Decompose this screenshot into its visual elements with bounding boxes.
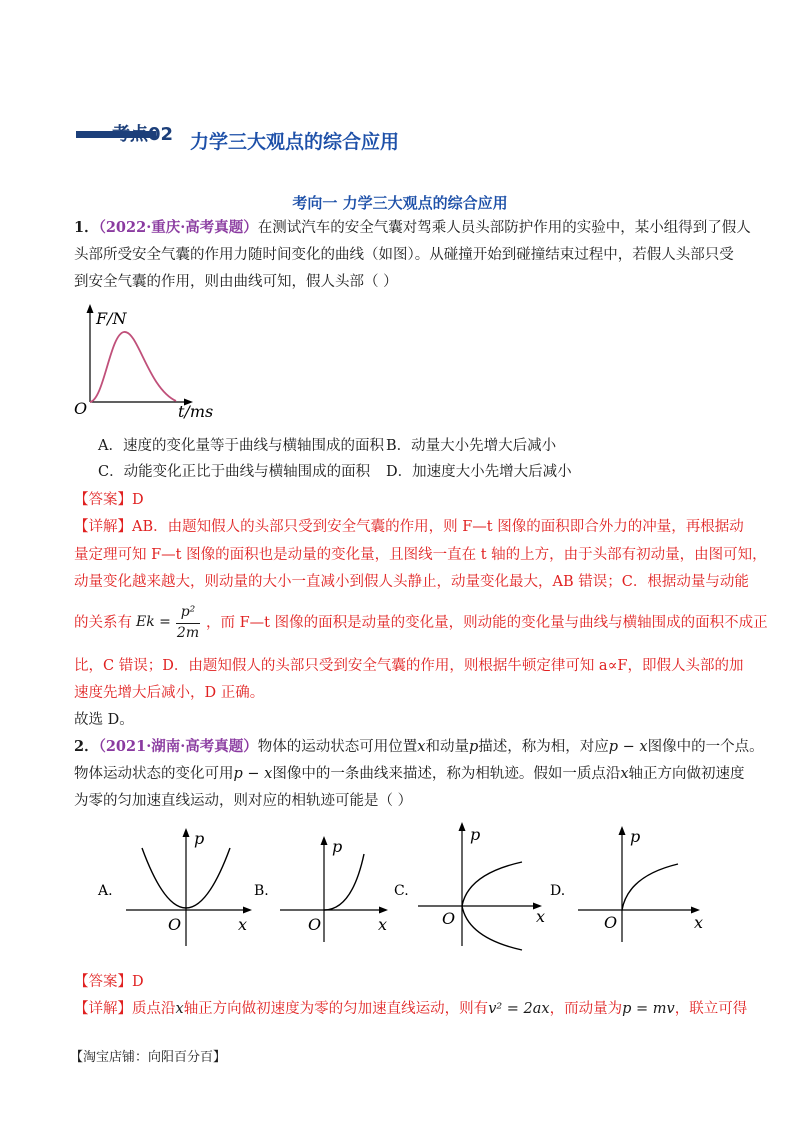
q2-line2: [74, 764, 745, 784]
q2-graph-c-ylabel: p: [470, 825, 481, 844]
section-subtitle: 考向一 力学三大观点的综合应用: [292, 194, 508, 212]
q2-graph-a-label: A.: [98, 883, 113, 899]
q1-ylabel: F/N: [96, 309, 127, 328]
section-tag: 考点02: [112, 124, 174, 145]
q2-px-symbol-2: p − x: [233, 766, 273, 782]
q1-detail-1: [74, 517, 744, 537]
q2-answer: [74, 972, 144, 992]
q1-option-d: D．加速度大小先增大后减小: [386, 464, 572, 480]
q2-graph-b-curve: [324, 854, 364, 910]
q1-line1: [74, 218, 751, 238]
page-title: 力学三大观点的综合应用: [190, 131, 400, 153]
footer-shop: 【淘宝店铺：向阳百分百】: [70, 1050, 227, 1065]
q2-px-symbol: p − x: [608, 739, 648, 755]
q2-graph-d-curve: [622, 864, 678, 910]
q2-detail-x: x: [175, 1001, 184, 1017]
q2-graph-c-origin: O: [442, 909, 456, 928]
q2-graph-c: [394, 822, 545, 950]
q1-formula-lhs: Ek =: [136, 614, 171, 630]
q1-detail-4: [74, 613, 132, 633]
q2-detail-1: [74, 999, 747, 1019]
q2-graph-c-xlabel: x: [536, 907, 546, 926]
q1-xlabel: t/ms: [178, 402, 214, 421]
q2-graph-b-label: B.: [254, 883, 269, 899]
q2-answer-label: 【答案】: [74, 974, 132, 990]
q1-force-time-graph: [72, 302, 222, 422]
q2-text-2a: 物体运动状态的变化可用: [74, 766, 234, 782]
q2-graph-b-ylabel: p: [332, 837, 343, 856]
q2-text-1a: 物体的运动状态可用位置: [257, 739, 418, 755]
q2-graph-a-xlabel: x: [238, 915, 248, 934]
q2-graph-d-label: D.: [550, 883, 566, 899]
q2-text-1c: 描述，称为相，对应: [478, 739, 609, 755]
q2-detail-label: 【详解】: [74, 1001, 132, 1017]
q2-eq1: v² = 2ax: [488, 1001, 550, 1017]
q1-detail-6: 速度先增大后减小，D 正确。: [74, 685, 265, 701]
q1-line2: 头部所受安全气囊的作用力随时间变化的曲线（如图）。从碰撞开始到碰撞结束过程中，若假人头部只受: [74, 247, 734, 263]
q1-answer: [74, 490, 144, 510]
q2-text-2b: 图像中的一条曲线来描述，称为相轨迹。假如一质点沿: [272, 766, 621, 782]
q2-x-symbol-2: x: [620, 766, 629, 782]
q1-number: 1．: [74, 219, 99, 236]
q2-graph-d-xlabel: x: [694, 913, 704, 932]
q2-graph-d-origin: O: [604, 913, 618, 932]
q2-x-symbol: x: [417, 739, 426, 755]
q2-graph-b-xlabel: x: [378, 915, 388, 934]
q1-detail-3: 动量变化越来越大，则动量的大小一直减小到假人头静止，动量变化最大，AB 错误；C．根据动量与动能: [74, 574, 749, 590]
q2-graph-b-origin: O: [308, 915, 322, 934]
q2-graph-a-ylabel: p: [194, 829, 205, 848]
q1-source: （2022·重庆·高考真题）: [98, 219, 258, 236]
q1-line3: 到安全气囊的作用，则由曲线可知，假人头部（ ）: [74, 274, 398, 290]
q2-line3: 为零的匀加速直线运动，则对应的相轨迹可能是（ ）: [74, 793, 413, 809]
q2-graph-a-origin: O: [168, 915, 182, 934]
q1-text-1: 在测试汽车的安全气囊对驾乘人员头部防护作用的实验中，某小组得到了假人: [257, 220, 751, 236]
q2-graph-a: [97, 828, 252, 946]
q1-detail-2: 量定理可知 F—t 图像的面积也是动量的变化量，且图线一直在 t 轴的上方，由于头部有初动量，由图可知，: [74, 547, 767, 563]
q2-number: 2．: [74, 738, 99, 755]
q1-formula-fraction-bar: [176, 623, 200, 624]
q2-answer-value: D: [132, 974, 144, 990]
q2-text-1d: 图像中的一个点。: [647, 739, 764, 755]
q1-formula-denominator: 2m: [176, 625, 200, 641]
q2-graph-d: [550, 826, 703, 942]
q1-detail-label: 【详解】: [74, 519, 132, 535]
q2-graph-b: [254, 836, 388, 942]
q2-text-1b: 和动量: [425, 739, 469, 755]
q1-detail-text-1: AB．由题知假人的头部只受到安全气囊的作用，则 F—t 图像的面积即合外力的冲量，再根据动: [132, 519, 744, 535]
q2-source: （2021·湖南·高考真题）: [98, 738, 258, 755]
q1-detail-4-pre: 的关系有: [74, 615, 132, 631]
q1-detail-4-post: ，而 F—t 图像的面积是动量的变化量，则动能的变化量与曲线与横轴围成的面积不成正: [206, 615, 768, 631]
q1-formula-numerator: p²: [180, 604, 196, 620]
q1-force-curve: [90, 332, 176, 402]
q1-origin: O: [74, 399, 88, 418]
q2-phase-graphs: [90, 818, 720, 958]
q2-detail-1b: 轴正方向做初速度为零的匀加速直线运动，则有: [183, 1001, 489, 1017]
q2-graph-c-label: C.: [394, 883, 409, 899]
q2-line1: [74, 737, 764, 757]
q1-detail-5: 比，C 错误；D．由题知假人的头部只受到安全气囊的作用，则根据牛顿定律可知 a∝F，即假人头部的加: [74, 658, 744, 674]
q1-option-c: C．动能变化正比于曲线与横轴围成的面积: [98, 464, 371, 480]
q1-answer-value: D: [132, 492, 144, 508]
q2-detail-1c: ，而动量为: [549, 1001, 623, 1017]
q2-detail-1a: 质点沿: [132, 1001, 176, 1017]
q1-conclusion: 故选 D。: [74, 712, 134, 728]
q2-graph-d-ylabel: p: [630, 827, 641, 846]
q2-p-symbol: p: [468, 739, 479, 755]
q1-option-a: A．速度的变化量等于曲线与横轴围成的面积: [98, 438, 384, 454]
q1-option-b: B．动量大小先增大后减小: [386, 438, 557, 454]
q2-detail-1d: ，联立可得: [674, 1001, 748, 1017]
q1-y-arrow: [87, 304, 94, 313]
q1-answer-label: 【答案】: [74, 492, 132, 508]
q2-text-2c: 轴正方向做初速度: [628, 766, 745, 782]
q2-eq2: p = mv: [622, 1001, 675, 1017]
